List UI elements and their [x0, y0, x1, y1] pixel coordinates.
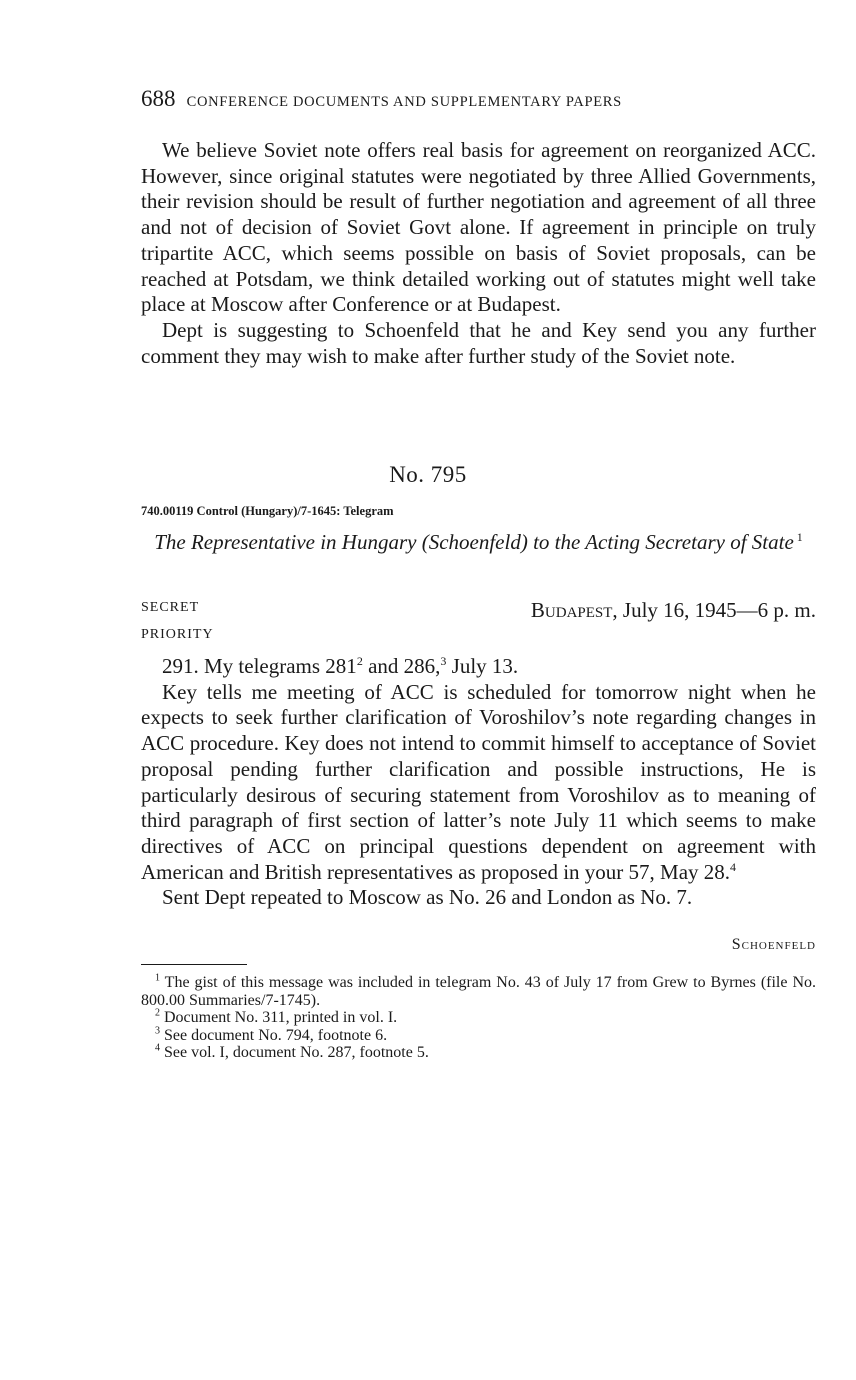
document-title	[141, 529, 816, 555]
footnote-ref: 3	[440, 654, 447, 668]
document-title-text: The Representative in Hungary (Schoenfeld) to the Acting Secretary of State	[154, 530, 794, 554]
footnote-divider	[141, 964, 247, 965]
paragraph: Sent Dept repeated to Moscow as No. 26 and London as No. 7.	[162, 885, 693, 910]
file-reference: 740.00119 Control (Hungary)/7-1645: Telegram	[141, 504, 394, 518]
signature: Schoenfeld	[731, 936, 816, 953]
paragraph: We believe Soviet note offers real basis for agreement on reorganized ACC. However, since original statutes were negotiated by three Allied Governments, their revision should be result of further negotiation and agreement of all three and not of decision of Soviet Govt alone. If agreement in principle on truly tripartite ACC, which seems possible on basis of Soviet proposals, can be reached at Potsdam, we think detailed working out of statutes might well take place at Moscow after Conference or at Budapest.	[141, 138, 816, 317]
priority-label: PRIORITY	[141, 627, 214, 642]
dateline	[531, 598, 816, 623]
footnote: $^3$ See document No. 794, footnote 6.	[155, 1025, 388, 1044]
message-line: 291. My telegrams 281$^2$ and 286,$^3$ July 13.	[162, 654, 519, 678]
running-head	[141, 86, 816, 112]
classification-label: SECRET	[141, 600, 200, 615]
dateline-date: July 16, 1945—6 p. m.	[622, 598, 816, 622]
footnote: $^4$ See vol. I, document No. 287, footnote 5.	[155, 1042, 429, 1061]
paragraph: Key tells me meeting of ACC is scheduled for tomorrow night when he expects to seek further clarification of Voroshilov’s note regarding changes in ACC procedure. Key does not intend to commit himself to acceptance of Soviet proposal pending further clarification and possible instructions, He is particularly desirous of securing statement from Voroshilov as to meaning of third paragraph of first section of latter’s note July 11 which seems to make directives of ACC on principal questions dependent on agreement with American and British representatives as proposed in your 57, May 28.$^4$	[141, 679, 816, 884]
page-number: 688	[141, 86, 176, 111]
footnote: $^1$ The gist of this message was included in telegram No. 43 of July 17 from Grew to Byrnes (file No. 800.00 Summaries/7-1745).	[141, 972, 816, 1009]
document-number: No. 795	[389, 462, 467, 487]
footnote-ref: 2	[356, 654, 363, 668]
footnote-ref: 4	[730, 859, 737, 874]
footnote: $^2$ Document No. 311, printed in vol. I.	[155, 1007, 398, 1026]
running-head-title: CONFERENCE DOCUMENTS AND SUPPLEMENTARY PAPERS	[186, 94, 622, 110]
dateline-place: Budapest,	[530, 598, 618, 622]
footnote-ref: 1	[796, 530, 803, 544]
previous-document-text	[141, 138, 816, 369]
paragraph: Dept is suggesting to Schoenfeld that he and Key send you any further comment they may wish to make after further study of the Soviet note.	[141, 317, 816, 368]
footnotes	[141, 974, 816, 1062]
message-body	[141, 654, 816, 911]
